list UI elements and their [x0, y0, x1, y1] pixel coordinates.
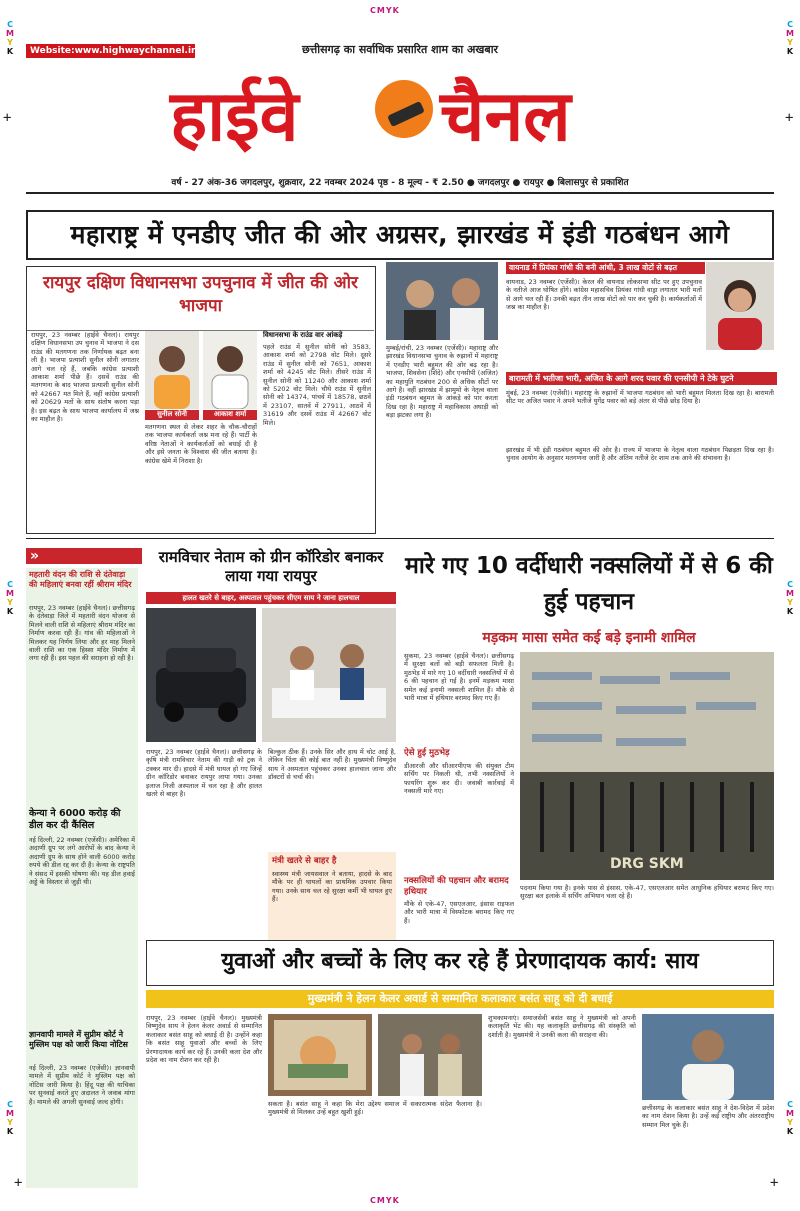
lead-headline: महाराष्ट्र में एनडीए जीत की ओर अग्रसर, झारखंड में इंडी गठबंधन आगे [26, 210, 774, 260]
car-accident-icon [146, 608, 256, 742]
candidate2-name: आकाश शर्मा [203, 410, 257, 420]
side-marks-left-top: C M Y K [6, 20, 14, 56]
weapons-banner-text: DRG SKM [610, 856, 684, 872]
rounds-subhead: विधानसभा के राउंड वार आंकड़े [263, 331, 343, 339]
wayanad-headline: वायनाड में प्रियंका गांधी की बनी आंधी, 3 लाख वोटों से बढ़त [506, 262, 705, 274]
artist-meeting-photo [378, 1014, 482, 1096]
minister-safe-body: स्वास्थ्य मंत्री जायसवाल ने बताया, हादसे के बाद मौके पर ही घायलों का प्राथमिक उपचार किया गया। उनके साथ चल रहे सुरक्षा कर्मी भी घायल हुए हैं। [272, 870, 392, 904]
green-corridor-subhead: हालत खतरे से बाहर, अस्पताल पहुंचकर सीएम साय ने जाना हालचाल [146, 592, 396, 604]
painting-photo [268, 1014, 372, 1096]
priyanka-photo [706, 262, 774, 350]
youth-body-continued: सकता है। बसंत साहू ने कहा कि मेरा उद्देश्य समाज में सकारात्मक संदेश फैलाना है। मुख्यमंत्री से मिलकर उन्हें बहुत खुशी हुई। [268, 1100, 482, 1117]
naxal-headline: मारे गए 10 वर्दीधारी नक्सलियों में से 6 की हुई पहचान [405, 553, 773, 615]
baramati-headline: बारामती में भतीजा भारी, अजित के आगे शरद पवार की एनसीपी ने टेके घुटने [506, 372, 777, 385]
temple-headline: महतारी वंदन की राशि से दंतेवाड़ा की महिलाएं बनवा रहीं श्रीराम मंदिर [29, 570, 132, 589]
cmyk-mark-bottom: CMYK [370, 1196, 400, 1205]
raipur-headline: रायपुर दक्षिण विधानसभा उपचुनाव में जीत की ओर भाजपा [27, 267, 374, 331]
leaders-photo-icon [386, 262, 498, 340]
priyanka-portrait-icon [706, 262, 774, 350]
kenya-headline: केन्या ने 6000 करोड़ की डील कर दी कैंसिल [29, 808, 121, 831]
recovered-weapons-photo [520, 652, 774, 880]
dateline: वर्ष - 27 अंक-36 जगदलपुर, शुक्रवार, 22 नवम्बर 2024 पृष्ठ - 8 मूल्य - ₹ 2.50 ● जगदलपुर ● रायपुर ● बिलासपुर से प्रकाशित [171, 178, 629, 188]
green-corridor-body-continued: बिल्कुल ठीक हैं। उनके सिर और हाथ में चोट आई है, लेकिन चिंता की कोई बात नहीं है। मुख्यमंत्री विष्णुदेव साय ने अस्पताल पहुंचकर उनका हालचाल जाना और डॉक्टरों से चर्चा की। [268, 748, 396, 782]
kenya-body: नई दिल्ली, 22 नवम्बर (एजेंसी)। अमेरिका में अदाणी ग्रुप पर लगे आरोपों के बाद केन्या ने अदाणी ग्रुप के साथ होने वाली 6000 करोड़ रुपये की डील रद्द कर दी है। केन्या के राष्ट्रपति ने संसद में इसकी घोषणा की। यह डील हवाई अड्डे के विस्तार से जुड़ी थी। [29, 836, 135, 887]
weapons-display-icon [520, 652, 774, 880]
candidate1-photo [145, 331, 199, 409]
masthead-title-left: हाईवे [170, 74, 299, 157]
cm-portrait-icon [642, 1014, 774, 1100]
website-label: Website:www.highwaychannel.in [26, 44, 195, 58]
cmyk-mark-top: CMYK [370, 6, 400, 15]
accident-photo [146, 608, 256, 742]
registration-mark-bottom-left: + [14, 1175, 23, 1191]
masthead-rule [26, 192, 774, 194]
baramati-body-continued: झारखंड में भी इंडी गठबंधन बहुमत की ओर है। राज्य में भाजपा के नेतृत्व वाला गठबंधन पिछड़ता दिख रहा है। चुनाव आयोग के अनुसार मतगणना जारी है और अंतिम नतीजे देर शाम तक आने की संभावना है। [506, 446, 774, 463]
left-column [26, 568, 138, 1188]
registration-mark-bottom-right: + [770, 1175, 779, 1191]
raipur-body-continued: मतगणना स्थल से लेकर शहर के चौक-चौराहों तक भाजपा कार्यकर्ता जश्न मना रहे हैं। पार्टी के वरिष्ठ नेताओं ने कार्यकर्ताओं को बधाई दी है और इसे जनता के विश्वास की जीत बताया है। कांग्रेस खेमे में निराशा है। [145, 423, 257, 465]
gyanvapi-headline: ज्ञानवापी मामले में सुप्रीम कोर्ट ने मुस्लिम पक्ष को जारी किया नोटिस [29, 1030, 128, 1049]
baramati-body: मुंबई, 23 नवम्बर (एजेंसी)। महाराष्ट्र के रुझानों में भाजपा गठबंधन को भारी बहुमत मिलता दिख रहा है। बारामती सीट पर अजित पवार ने अपने भतीजे युगेंद्र पवार को बड़े अंतर से पीछे छोड़ दिया है। [506, 389, 774, 406]
candidate1-name: सुनील सोनी [145, 410, 199, 420]
hospital-visit-icon [262, 608, 396, 742]
encounter-body: डीआरजी और सीआरपीएफ की संयुक्त टीम सर्चिंग पर निकली थी, तभी नक्सलियों ने फायरिंग शुरू कर दी। जवाबी कार्रवाई में नक्सली मारे गए। [404, 762, 514, 796]
side-marks-right-mid: C M Y K [786, 580, 794, 616]
youth-body-column4: छत्तीसगढ़ के कलाकार बसंत साहू ने देश-विदेश में प्रदेश का नाम रोशन किया है। उन्हें कई राष्ट्रीय और अंतरराष्ट्रीय सम्मान मिल चुके हैं। [642, 1104, 774, 1129]
side-marks-left-bottom: C M Y K [6, 1100, 14, 1136]
weapons-subhead: नक्सलियों की पहचान और बरामद हथियार [404, 876, 509, 897]
wayanad-body: वायनाड, 23 नवम्बर (एजेंसी)। केरल की वायनाड लोकसभा सीट पर हुए उपचुनाव के नतीजे आज घोषित होंगे। कांग्रेस महासचिव प्रियंका गांधी वाड्रा लगातार भारी मतों से आगे चल रही हैं। उनकी बढ़त तीन लाख वोटों को पार कर चुकी है। कार्यकर्ताओं में जश्न का माहौल है। [506, 278, 702, 312]
section-rule [26, 538, 774, 539]
cm-portrait-photo [642, 1014, 774, 1100]
left-column-marker: » [26, 548, 142, 564]
naxal-body-continued: पदनाम किया गया है। इनके पास से इंसास, एके-47, एसएलआर समेत आधुनिक हथियार बरामद किए गए। सुरक्षा बल इलाके में सर्चिंग अभियान चला रहे हैं। [520, 884, 774, 901]
side-marks-left-mid: C M Y K [6, 580, 14, 616]
maharashtra-photo [386, 262, 498, 340]
candidate2-portrait-icon [203, 331, 257, 409]
registration-mark-right: + [785, 110, 794, 126]
registration-mark-left: + [3, 110, 12, 126]
candidate1-portrait-icon [145, 331, 199, 409]
gyanvapi-body: नई दिल्ली, 23 नवम्बर (एजेंसी)। ज्ञानवापी मामले में सुप्रीम कोर्ट ने मुस्लिम पक्ष को नोटिस जारी किया है। हिंदू पक्ष की याचिका पर सुनवाई करते हुए अदालत ने जवाब मांगा है। मामले की अगली सुनवाई जल्द होगी। [29, 1064, 135, 1106]
youth-banner: मुख्यमंत्री ने हेलन केलर अवार्ड से सम्मानित कलाकार बसंत साहू को दी बधाई [146, 990, 774, 1008]
naxal-subhead: मड़कम मासा समेत कई बड़े इनामी शामिल [482, 630, 696, 646]
rounds-body: पहले राउंड में सुनील सोनी को 3583, आकाश शर्मा को 2798 वोट मिले। दूसरे राउंड में सुनील सोनी को 7651, आकाश शर्मा को 4245 वोट मिले। तीसरे राउंड में सुनील सोनी को 11240 और आकाश शर्मा को 5202 वोट मिले। चौथे राउंड में सुनील सोनी को 14374, पांचवें में 18578, छठवें में 23107, सातवें में 27911, आठवें में 31619 और दसवें राउंड में 42667 वोट मिले। [263, 343, 371, 427]
side-marks-right-top: C M Y K [786, 20, 794, 56]
minister-safe-headline: मंत्री खतरे से बाहर है [272, 856, 337, 866]
encounter-subhead: ऐसे हुई मुठभेड़ [404, 748, 450, 758]
raipur-body: रायपुर, 23 नवम्बर (हाईवे चैनल)। रायपुर दक्षिण विधानसभा उप चुनाव में भाजपा ने दस राउंड की मतगणना तक निर्णायक बढ़त बना ली है। भाजपा प्रत्याशी सुनील सोनी लगातार आगे चल रहे हैं, जबकि कांग्रेस प्रत्याशी आकाश शर्मा पीछे हैं। दसवें राउंड की मतगणना के बाद भाजपा प्रत्याशी सुनील सोनी को 42667 मत मिले हैं, वहीं कांग्रेस प्रत्याशी को 20629 मतों के साथ संतोष करना पड़ा है। इस बढ़त के साथ भाजपा कार्यालय में जश्न का माहौल है। [31, 331, 139, 424]
weapons-body: मौके से एके-47, एसएलआर, इंसास राइफल और भारी मात्रा में विस्फोटक बरामद किए गए हैं। [404, 900, 514, 925]
naxal-body: सुकमा, 23 नवम्बर (हाईवे चैनल)। छत्तीसगढ़ में सुरक्षा बलों को बड़ी सफलता मिली है। मुठभेड़ में मारे गए 10 वर्दीधारी नक्सलियों में से 6 की पहचान हो गई है। इनमें मड़कम मासा समेत कई इनामी नक्सली शामिल हैं। मौके से भारी मात्रा में हथियार बरामद किए गए हैं। [404, 652, 514, 703]
raipur-story [26, 266, 376, 534]
youth-body-column3: शुभकामनाएं। समाजसेवी बसंत साहू ने मुख्यमंत्री को अपनी कलाकृति भेंट की। यह कलाकृति छत्तीसगढ़ की संस्कृति को दर्शाती है। मुख्यमंत्री ने उनकी कला की सराहना की। [488, 1014, 636, 1039]
candidate2-photo [203, 331, 257, 409]
green-corridor-headline: रामविचार नेताम को ग्रीन कॉरिडोर बनाकर लाया गया रायपुर [158, 548, 384, 585]
artwork-icon [268, 1014, 372, 1096]
maharashtra-body: मुम्बई/रांची, 23 नवम्बर (एजेंसी)। महाराष्ट्र और झारखंड विधानसभा चुनाव के रुझानों में महाराष्ट्र में एनडीए भारी बहुमत की ओर बढ़ रहा है। भाजपा, शिवसेना (शिंदे) और एनसीपी (अजित) का महायुति गठबंधन 200 से अधिक सीटों पर आगे है। वहीं झारखंड में झामुमो के नेतृत्व वाला इंडी गठबंधन बहुमत के आंकड़े को पार करता दिख रहा है। महाराष्ट्र में महाविकास अघाड़ी को बड़ा झटका लगा है। [386, 344, 498, 420]
side-marks-right-bottom: C M Y K [786, 1100, 794, 1136]
youth-body: रायपुर, 23 नवम्बर (हाईवे चैनल)। मुख्यमंत्री विष्णुदेव साय ने हेलन केलर अवार्ड से सम्मानित कलाकार बसंत साहू को बधाई दी है। उन्होंने कहा कि बसंत साहू युवाओं और बच्चों के लिए प्रेरणादायक कार्य कर रहे हैं। उनकी कला देश और प्रदेश का नाम रोशन कर रही है। [146, 1014, 262, 1065]
minister-safe-box [268, 852, 396, 950]
masthead-title-right: चैनल [440, 74, 571, 157]
masthead-logo [170, 66, 630, 166]
hospital-photo [262, 608, 396, 742]
green-corridor-body: रायपुर, 23 नवम्बर (हाईवे चैनल)। छत्तीसगढ़ के कृषि मंत्री रामविचार नेताम की गाड़ी को ट्रक ने टक्कर मार दी। हादसे में मंत्री घायल हो गए जिन्हें ग्रीन कॉरिडोर बनाकर रायपुर लाया गया। उनका इलाज निजी अस्पताल में चल रहा है और हालत खतरे से बाहर है। [146, 748, 262, 799]
temple-body: रायपुर, 23 नवम्बर (हाईवे चैनल)। छत्तीसगढ़ के दंतेवाड़ा जिले में महतारी वंदन योजना से मिलने वाली राशि से महिलाएं श्रीराम मंदिर का निर्माण करवा रही हैं। गांव की महिलाओं ने मिलकर यह निर्णय लिया और हर माह मिलने वाली राशि का एक हिस्सा मंदिर निर्माण में लगा रही हैं। इस पहल की सराहना हो रही है। [29, 604, 135, 663]
meeting-icon [378, 1014, 482, 1096]
tagline: छत्तीसगढ़ का सर्वाधिक प्रसारित शाम का अखबार [301, 43, 499, 56]
youth-headline: युवाओं और बच्चों के लिए कर रहे हैं प्रेरणादायक कार्य: साय [146, 940, 774, 986]
